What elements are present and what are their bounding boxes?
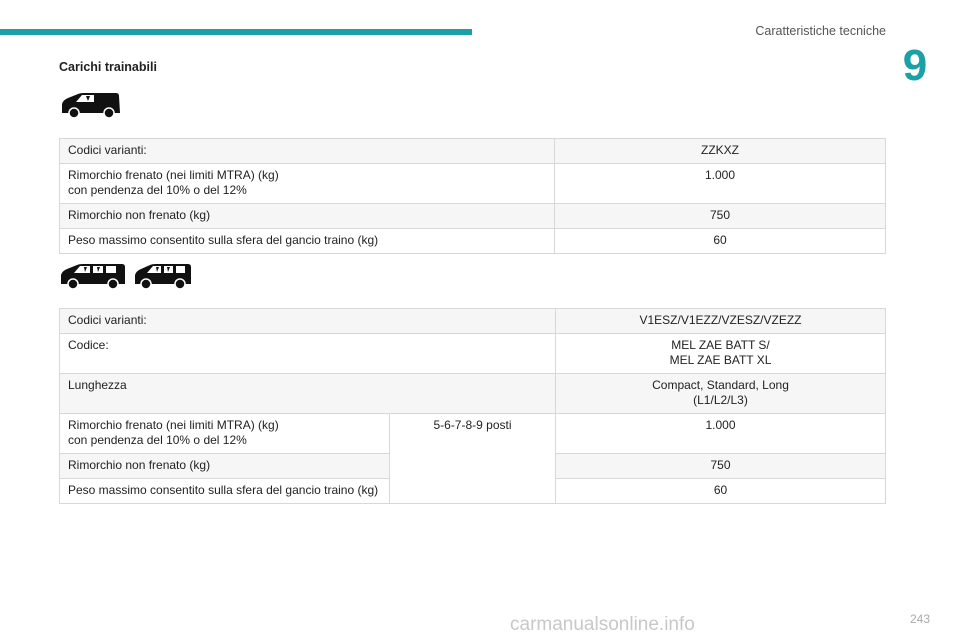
row-value: MEL ZAE BATT S/ MEL ZAE BATT XL [556, 334, 886, 374]
row-value: 750 [555, 204, 886, 229]
table-row [60, 334, 886, 374]
row-value: Compact, Standard, Long (L1/L2/L3) [556, 374, 886, 414]
chapter-number: 9 [902, 41, 928, 90]
minibus-long-icon [133, 263, 193, 291]
row-label: Rimorchio frenato (nei limiti MTRA) (kg) con pendenza del 10% o del 12% [60, 164, 555, 204]
minibus-icon [59, 263, 127, 291]
header-accent-bar [0, 29, 472, 35]
towing-table-2 [59, 308, 886, 504]
section-title: Caratteristiche tecniche [755, 24, 886, 38]
towing-table-1 [59, 138, 886, 254]
row-value: 60 [555, 229, 886, 254]
row-label: Rimorchio frenato (nei limiti MTRA) (kg) con pendenza del 10% o del 12% [60, 414, 390, 454]
watermark: carmanualsonline.info [510, 614, 695, 635]
table-row [60, 204, 886, 229]
table-row [60, 414, 886, 454]
row-value: 60 [556, 479, 886, 504]
row-value: 750 [556, 454, 886, 479]
table-row [60, 139, 886, 164]
seats-cell: 5-6-7-8-9 posti [390, 414, 556, 504]
table-row [60, 229, 886, 254]
row-label: Codici varianti: [60, 309, 556, 334]
row-label: Lunghezza [60, 374, 556, 414]
page-number: 243 [909, 612, 930, 626]
table-row [60, 309, 886, 334]
row-label: Codice: [60, 334, 556, 374]
row-label: Codici varianti: [60, 139, 555, 164]
row-label: Peso massimo consentito sulla sfera del gancio traino (kg) [60, 479, 390, 504]
van-icon [60, 92, 122, 120]
row-value: 1.000 [556, 414, 886, 454]
row-value: V1ESZ/V1EZZ/VZESZ/VZEZZ [556, 309, 886, 334]
row-value: ZZKXZ [555, 139, 886, 164]
row-label: Rimorchio non frenato (kg) [60, 204, 555, 229]
table-row [60, 164, 886, 204]
row-label: Rimorchio non frenato (kg) [60, 454, 390, 479]
page-heading: Carichi trainabili [59, 60, 157, 74]
row-value: 1.000 [555, 164, 886, 204]
row-label: Peso massimo consentito sulla sfera del gancio traino (kg) [60, 229, 555, 254]
table-row [60, 374, 886, 414]
